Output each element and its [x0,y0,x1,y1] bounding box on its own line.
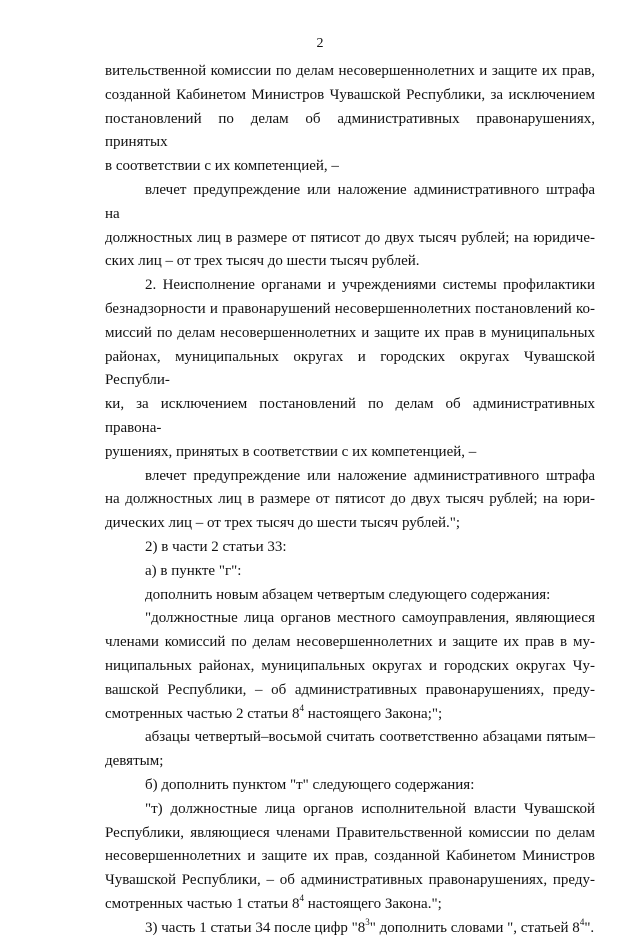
text-line: вашской Республики, – об административных правонарушениях, преду- [105,681,595,698]
text-line: в соответствии с их компетенцией, – [105,158,339,175]
text-line: несовершеннолетних и защите их прав, созданной Кабинетом Министров [105,848,595,865]
text-line: членами комиссий по делам несовершеннолетних и защите их прав в му- [105,634,595,651]
document-body [105,60,595,940]
text-fragment: настоящего Закона."; [304,895,442,912]
paragraph-4 [105,465,595,536]
paragraph-7 [105,584,595,608]
text-line: ниципальных районах, муниципальных округах и городских округах Чу- [105,657,595,674]
paragraph-2 [105,179,595,274]
text-line: созданной Кабинетом Министров Чувашской Республики, за исключением [105,86,595,103]
text-fragment: 3) часть 1 статьи 34 после цифр "8 [145,919,366,936]
text-line: ских лиц – от трех тысяч до шести тысяч рублей. [105,253,420,270]
text-fragment: смотренных частью 2 статьи 8 [105,705,300,722]
text-fragment: настоящего Закона;"; [304,705,443,722]
paragraph-10 [105,774,595,798]
text-line: миссий по делам несовершеннолетних и защите их прав в муниципальных [105,324,595,341]
text-line: "т) должностные лица органов исполнительной власти Чувашской [145,800,595,817]
text-line: дополнить новым абзацем четвертым следующего содержания: [145,586,551,603]
superscript: 4 [299,702,305,713]
text-line: ки, за исключением постановлений по делам об административных правона- [105,396,595,436]
paragraph-6 [105,560,595,584]
text-line: влечет предупреждение или наложение административного штрафа на [105,181,595,222]
paragraph-1 [105,60,595,179]
paragraph-11 [105,798,595,917]
superscript: 3 [365,916,370,927]
text-line: девятым; [105,753,164,770]
text-line [105,917,595,940]
text-line: районах, муниципальных округах и городских округах Чувашской Республи- [105,348,595,389]
page-number: 2 [316,36,324,51]
paragraph-3 [105,274,595,464]
text-line: безнадзорности и правонарушений несовершеннолетних постановлений ко- [105,300,595,317]
text-line: влечет предупреждение или наложение административного штрафа [145,467,595,484]
text-fragment: " дополнить словами ", статьей 8 [369,919,580,936]
text-line: "должностные лица органов местного самоуправления, являющиеся [145,610,595,627]
text-line: Республики, являющиеся членами Правительственной комиссии по делам [105,824,595,841]
text-fragment: смотренных частью 1 статьи 8 [105,895,300,912]
text-line: 2) в части 2 статьи 33: [145,538,287,555]
text-line: рушениях, принятых в соответствии с их компетенцией, – [105,443,477,460]
text-line: б) дополнить пунктом "т" следующего содержания: [145,776,475,793]
superscript: 4 [579,916,585,927]
text-line: дических лиц – от трех тысяч до шести тысяч рублей."; [105,515,461,532]
text-fragment: ". [584,919,595,936]
text-line: вительственной комиссии по делам несовершеннолетних и защите их прав, [105,63,595,79]
text-line: должностных лиц в размере от пятисот до двух тысяч рублей; на юридиче- [105,229,595,246]
text-line: на должностных лиц в размере от пятисот до двух тысяч рублей; на юри- [105,491,595,508]
text-line: а) в пункте "г": [145,562,242,579]
paragraph-8 [105,607,595,726]
text-line: постановлений по делам об административных правонарушениях, принятых [105,110,595,151]
superscript: 4 [299,892,305,903]
text-line: Чувашской Республики, – об административных правонарушениях, преду- [105,872,595,889]
paragraph-9 [105,726,595,774]
paragraph-5 [105,536,595,560]
paragraph-12 [105,917,595,940]
text-line [105,703,595,727]
text-line: абзацы четвертый–восьмой считать соответственно абзацами пятым– [145,729,595,746]
text-line: 2. Неисполнение органами и учреждениями системы профилактики [145,277,595,294]
